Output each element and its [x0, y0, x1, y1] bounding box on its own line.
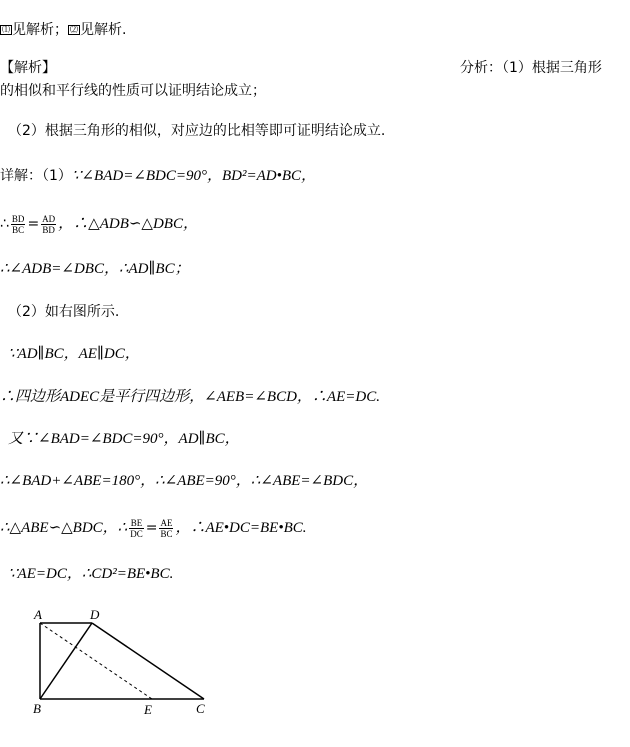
label-e: E	[144, 702, 152, 717]
solution-l1-prefix: 详解：（1）	[0, 168, 72, 184]
solution-line-3: ∴∠ADB=∠DBC，∴AD∥BC；	[0, 261, 190, 277]
analysis-label: 分析：	[460, 60, 502, 76]
equals-sign: =	[27, 216, 40, 232]
fraction-numerator: BD	[11, 213, 25, 224]
solution-line-5: ∵AD∥BC，AE∥DC，	[8, 346, 140, 362]
label-d: D	[90, 607, 100, 622]
answer-line	[0, 20, 126, 40]
fraction-numerator: AD	[42, 213, 56, 224]
label-c: C	[196, 701, 205, 716]
solution-line-9	[0, 516, 307, 540]
fraction-ae-bc	[159, 518, 173, 539]
fraction-denominator: DC	[130, 528, 143, 539]
solution-l1-math: ∵∠BAD=∠BDC=90°，BD²=AD•BC，	[71, 168, 317, 184]
solution-line-10: ∵AE=DC，∴CD²=BE•BC.	[8, 566, 174, 582]
fraction-ad-bd	[41, 214, 56, 235]
analysis-p2: （2）根据三角形的相似，对应边的比相等即可证明结论成立.	[8, 123, 386, 139]
segment-ae-dashed	[40, 623, 152, 699]
answer-part-2: 见解析.	[80, 22, 127, 38]
label-b: B	[33, 701, 41, 716]
solution-l2-rest: ，∴△ADB∽△DBC，	[58, 216, 198, 232]
answer-part-1: 见解析；	[12, 22, 68, 38]
fraction-numerator: AE	[160, 517, 173, 528]
fraction-denominator: BD	[42, 224, 55, 235]
fraction-denominator: BC	[12, 224, 25, 235]
label-a: A	[34, 607, 42, 622]
therefore-symbol: ∴	[0, 216, 9, 232]
analysis-heading: 【解析】	[0, 60, 56, 76]
solution-line-6: ∴四边形ADEC是平行四边形，∠AEB=∠BCD，∴AE=DC.	[0, 389, 380, 405]
fraction-numerator: BE	[130, 517, 143, 528]
solution-l9-a: ∴△ABE∽△BDC，∴	[0, 520, 128, 536]
analysis-p1-start: （1）根据三角形	[502, 60, 602, 76]
solution-line-7: 又∵∠BAD=∠BDC=90°，AD∥BC，	[8, 431, 240, 447]
segment-bd	[40, 623, 92, 699]
geometry-figure	[30, 605, 220, 717]
segment-dc	[92, 623, 204, 699]
solution-l9-b: ，∴AE•DC=BE•BC.	[175, 520, 307, 536]
solution-line-1	[0, 166, 316, 186]
solution-line-4: （2）如右图所示.	[8, 304, 120, 320]
fraction-denominator: BC	[160, 528, 173, 539]
solution-line-2	[0, 212, 198, 236]
equals-sign: =	[145, 520, 158, 536]
answer-mark-2: ⑵	[70, 25, 78, 34]
answer-mark-1: ⑴	[2, 25, 10, 34]
analysis-label-line	[460, 58, 602, 78]
fraction-be-dc	[129, 518, 144, 539]
solution-line-8: ∴∠BAD+∠ABE=180°，∴∠ABE=90°，∴∠ABE=∠BDC，	[0, 473, 369, 489]
analysis-p1-rest: 的相似和平行线的性质可以证明结论成立；	[0, 83, 266, 99]
fraction-bd-bc	[11, 214, 26, 235]
